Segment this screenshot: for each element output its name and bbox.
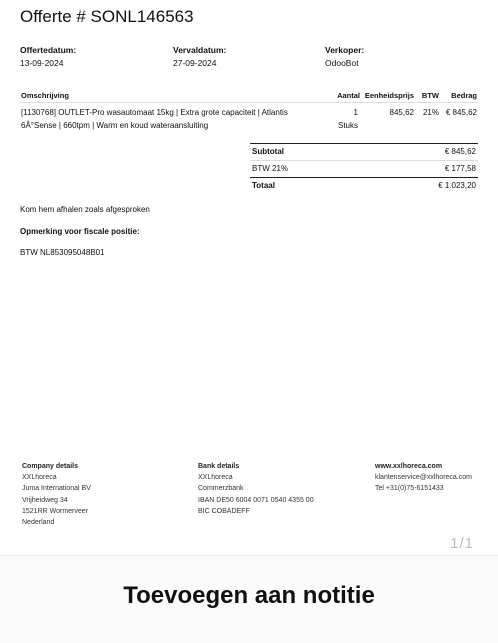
line-quantity-unit: Stuks — [337, 121, 358, 130]
pickup-note: Kom hem afhalen zoals afgesproken — [20, 205, 150, 214]
line-amount: € 845,62 — [445, 108, 477, 117]
salesperson-label: Verkoper: — [325, 45, 365, 55]
quote-date-value: 13-09-2024 — [20, 58, 64, 68]
subtotal-row — [250, 143, 478, 160]
line-description — [21, 106, 321, 132]
line-description-line1: [1130768] OUTLET-Pro wasautomaat 15kg | Extra grote capaciteit | Atlantis — [21, 108, 288, 117]
company-details-line: Juma International BV — [22, 485, 91, 493]
company-details-line: Nederland — [22, 519, 55, 527]
vat-row — [250, 160, 478, 177]
total-value: € 1.023,20 — [438, 181, 476, 190]
bottom-action-bar — [0, 555, 498, 643]
page-number: 1/1 — [450, 535, 474, 552]
bank-details-line: IBAN DE50 6004 0071 0540 4355 00 — [198, 496, 314, 504]
vat-value: € 177,58 — [444, 164, 476, 173]
total-label: Totaal — [252, 181, 275, 190]
website-link[interactable]: www.xxlhoreca.com — [375, 463, 443, 470]
company-details-heading: Company details — [22, 463, 79, 470]
due-date-label: Vervaldatum: — [173, 45, 227, 55]
column-header-vat: BTW — [421, 91, 439, 100]
company-details — [22, 461, 91, 528]
company-details-line: Vrijheidweg 34 — [22, 496, 68, 504]
line-quantity-value: 1 — [353, 108, 358, 117]
line-quantity — [320, 106, 358, 132]
subtotal-label: Subtotal — [252, 147, 284, 156]
phone-number: Tel +31(0)75-6151433 — [375, 485, 444, 493]
bank-details — [198, 461, 314, 517]
column-header-amount: Bedrag — [451, 91, 477, 100]
bank-details-line: BIC COBADEFF — [198, 507, 250, 515]
quote-date-label: Offertedatum: — [20, 45, 77, 55]
vat-label: BTW 21% — [252, 164, 289, 173]
due-date-value: 27-09-2024 — [173, 58, 217, 68]
line-vat: 21% — [422, 108, 439, 117]
bank-details-line: XXLhoreca — [198, 474, 233, 482]
salesperson-value: OdooBot — [325, 58, 359, 68]
table-header-divider — [20, 102, 478, 103]
column-header-quantity: Aantal — [337, 91, 360, 100]
fiscal-position-label: Opmerking voor fiscale positie: — [20, 227, 140, 236]
line-unit-price: 845,62 — [389, 108, 414, 117]
company-details-line: 1521RR Wormerveer — [22, 507, 89, 515]
add-to-note-button[interactable]: Toevoegen aan notitie — [0, 582, 498, 610]
email-link[interactable]: klantenservice@xxlhoreca.com — [375, 474, 472, 482]
bank-details-heading: Bank details — [198, 463, 240, 470]
vat-number: BTW NL853095048B01 — [20, 248, 105, 257]
document-title: Offerte # SONL146563 — [20, 7, 194, 26]
subtotal-value: € 845,62 — [444, 147, 476, 156]
company-details-line: XXLhoreca — [22, 474, 57, 482]
column-header-unit-price: Eenheidsprijs — [364, 91, 414, 100]
bank-details-line: Commerzbank — [198, 485, 244, 493]
total-row — [250, 177, 478, 194]
line-description-line2: 6Â°Sense | 660tpm | Warm en koud wateraansluiting — [21, 121, 209, 130]
column-header-description: Omschrijving — [21, 91, 69, 100]
contact-details — [375, 461, 472, 495]
